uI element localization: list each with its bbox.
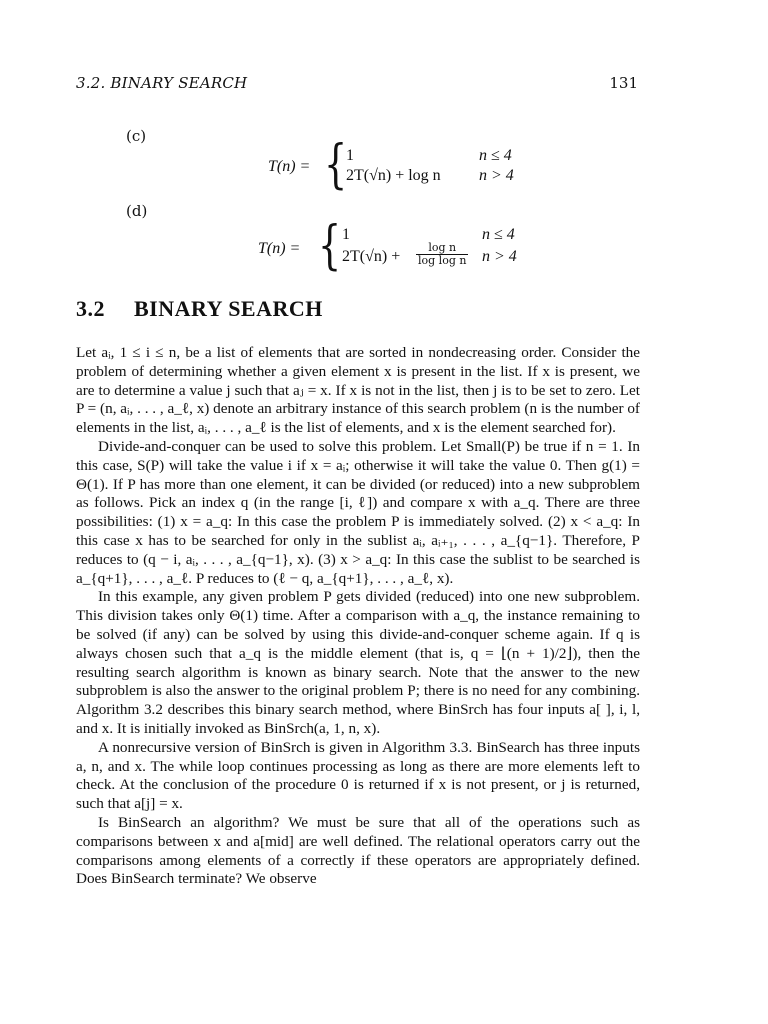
recurrence-c-lhs: T(n) = [268,158,311,175]
page-number: 131 [609,74,638,92]
recurrence-d [258,216,548,278]
running-head-title: 3.2. BINARY SEARCH [76,74,248,92]
recurrence-c-brace: { [324,135,348,195]
section-heading [76,296,323,322]
recurrence-d-case1-value: 1 [342,226,350,243]
recurrence-d-frac-denominator: log log n [418,254,467,267]
paragraph-1: Let aᵢ, 1 ≤ i ≤ n, be a list of elements that are sorted in nondecreasing order. Consider the problem of determining whether a given element x is present in the list. If x is present, we are to determine a value j such that aⱼ = x. If x is not in the list, then j is to be set to zero. Let P = (n, aᵢ, . . . , a_ℓ, x) denote an arbitrary instance of this search problem (n is the number of elements in the list, aᵢ, . . . , a_ℓ is the list of elements, and x is the element searched for). [76,344,640,437]
recurrence-d-brace: { [318,216,342,276]
recurrence-d-fraction [416,242,468,267]
recurrence-c-case2-cond: n > 4 [479,167,514,184]
exercise-d-label: (d) [126,202,148,220]
recurrence-d-frac-numerator: log n [416,242,468,255]
recurrence-c-case2-value: 2T(√n) + log n [346,167,441,184]
paragraph-5: Is BinSearch an algorithm? We must be sure that all of the operations such as comparisons between x and a[mid] are well defined. The relational operators carry out the comparisons among elements of a correctly if these operators are appropriately defined. Does BinSearch terminate? We observe [76,813,640,888]
section-number: 3.2 [76,296,105,321]
recurrence-d-case2-prefix: 2T(√n) + [342,248,401,265]
section-title: BINARY SEARCH [134,296,323,321]
paragraph-4: A nonrecursive version of BinSrch is given in Algorithm 3.3. BinSearch has three inputs a, n, and x. The while loop continues processing as long as there are more elements left to check. At the conclusion of the procedure 0 is returned if x is not present, or j is returned, such that a[j] = x. [76,738,640,813]
exercise-c-label: (c) [126,127,147,145]
recurrence-c [268,135,548,195]
recurrence-d-case2-cond: n > 4 [482,248,517,265]
body-text [76,344,640,889]
paragraph-3: In this example, any given problem P gets divided (reduced) into one new subproblem. This division takes only Θ(1) time. After a comparison with a_q, the instance remaining to be solved (if any) can be solved by using this divide-and-conquer scheme again. If q is always chosen such that a_q is the middle element (that is, q = ⌊(n + 1)/2⌋), then the resulting search algorithm is known as binary search. Note that the answer to the new subproblem is also the answer to the original problem P; there is no need for any combining. Algorithm 3.2 describes this binary search method, where BinSrch has four inputs a[ ], i, l, and x. It is initially invoked as BinSrch(a, 1, n, x). [76,588,640,737]
recurrence-d-lhs: T(n) = [258,240,301,257]
running-head [76,74,638,98]
recurrence-c-case1-cond: n ≤ 4 [479,147,512,164]
recurrence-d-case1-cond: n ≤ 4 [482,226,515,243]
recurrence-c-case1-value: 1 [346,147,354,164]
paragraph-2: Divide-and-conquer can be used to solve this problem. Let Small(P) be true if n = 1. In this case, S(P) will take the value i if x = aᵢ; otherwise it will take the value 0. Then g(1) = Θ(1). If P has more than one element, it can be divided (or reduced) into a new subproblem as follows. Pick an index q (in the range [i, ℓ]) and compare x with a_q. There are three possibilities: (1) x = a_q: In this case the problem P is immediately solved. (2) x < a_q: In this case x has to be searched for only in the sublist aᵢ, aᵢ₊₁, . . . , a_{q−1}. Therefore, P reduces to (q − i, aᵢ, . . . , a_{q−1}, x). (3) x > a_q: In this case the sublist to be searched is a_{q+1}, . . . , a_ℓ. P reduces to (ℓ − q, a_{q+1}, . . . , a_ℓ, x). [76,437,640,587]
